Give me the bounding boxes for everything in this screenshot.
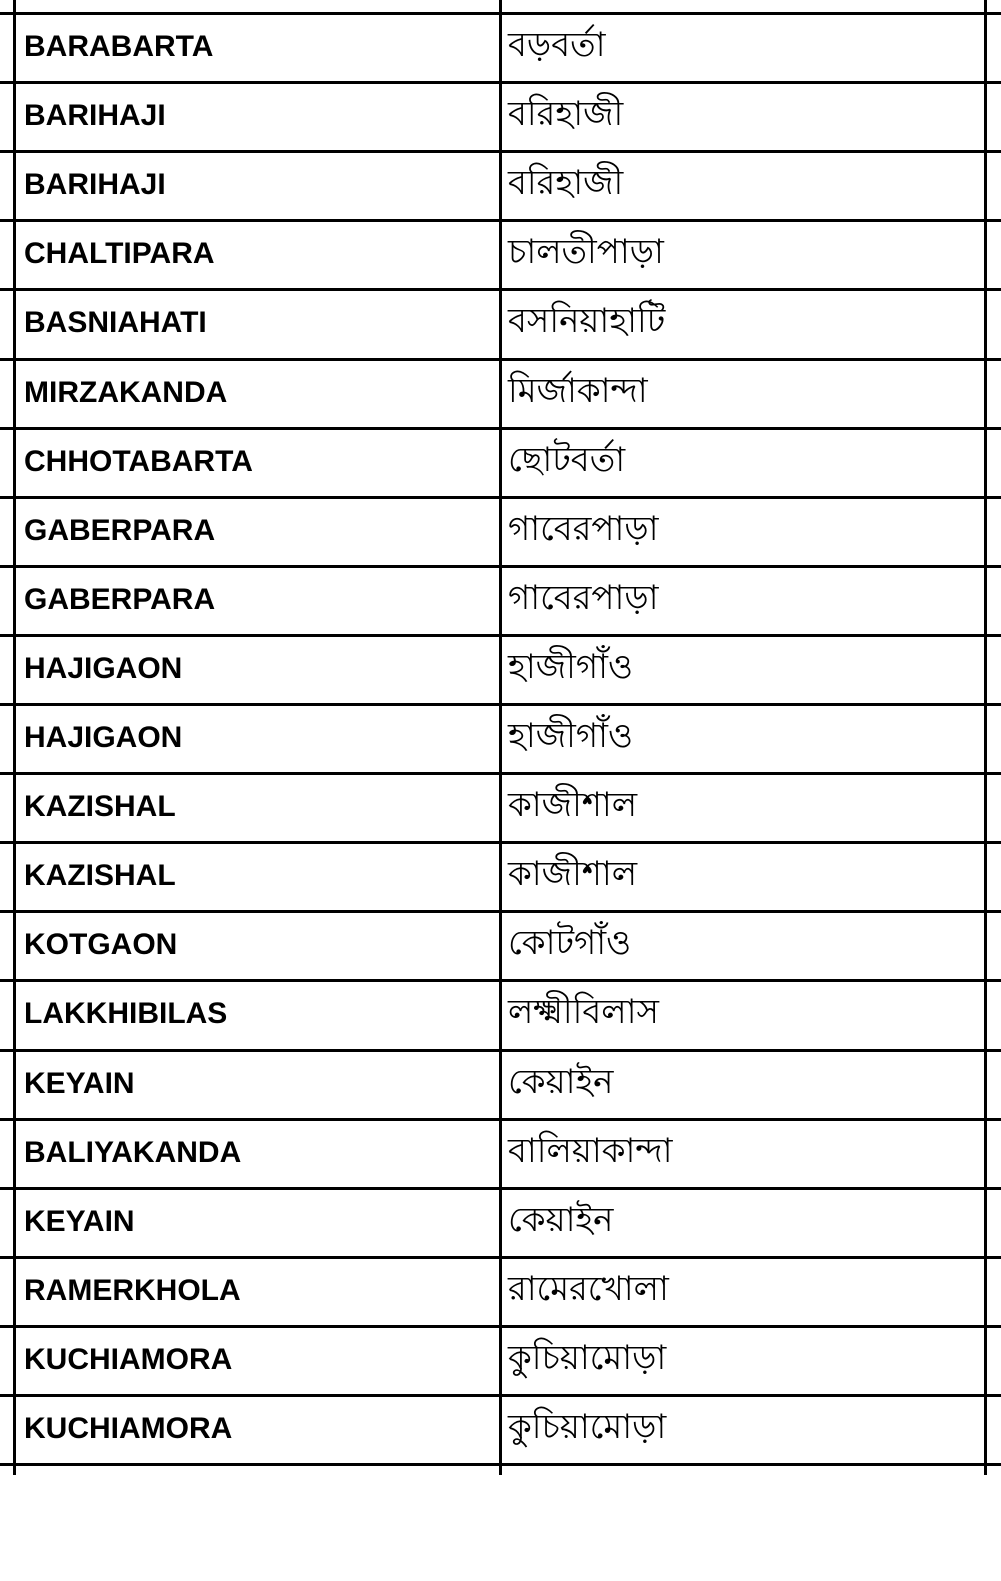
bengali-name-cell: বরিহাজী: [508, 163, 624, 203]
bengali-name-cell: কাজীশাল: [508, 785, 638, 825]
bengali-name-cell: গাবেরপাড়া: [508, 578, 659, 618]
row-rule: [0, 1049, 1001, 1052]
english-name-cell: HAJIGAON: [24, 652, 183, 685]
english-name-cell: BARIHAJI: [24, 99, 166, 132]
english-name-cell: GABERPARA: [24, 514, 216, 547]
bengali-name-cell: চালতীপাড়া: [508, 232, 664, 272]
row-rule: [0, 1463, 1001, 1466]
bengali-name-cell: ছোটবর্তা: [508, 440, 626, 480]
bengali-name-cell: লক্ষ্মীবিলাস: [508, 992, 659, 1032]
english-name-cell: BASNIAHATI: [24, 306, 207, 339]
english-name-cell: MIRZAKANDA: [24, 376, 228, 409]
english-name-cell: KAZISHAL: [24, 790, 176, 823]
english-name-cell: KUCHIAMORA: [24, 1343, 233, 1376]
english-name-cell: LAKKHIBILAS: [24, 997, 228, 1030]
english-name-cell: KUCHIAMORA: [24, 1412, 233, 1445]
english-name-cell: BALIYAKANDA: [24, 1136, 242, 1169]
english-name-cell: HAJIGAON: [24, 721, 183, 754]
bengali-name-cell: হাজীগাঁও: [508, 647, 634, 687]
bengali-name-cell: কেয়াইন: [508, 1062, 614, 1102]
english-name-cell: KEYAIN: [24, 1205, 135, 1238]
bengali-name-cell: বরিহাজী: [508, 94, 624, 134]
english-name-cell: CHHOTABARTA: [24, 445, 253, 478]
bengali-name-cell: কেয়াইন: [508, 1200, 614, 1240]
bengali-name-cell: বসনিয়াহাটি: [508, 301, 666, 341]
bengali-name-cell: বালিয়াকান্দা: [508, 1131, 673, 1171]
english-name-cell: KOTGAON: [24, 928, 178, 961]
english-name-cell: CHALTIPARA: [24, 237, 215, 270]
bengali-name-cell: মির্জাকান্দা: [508, 371, 648, 411]
bengali-name-cell: কুচিয়ামোড়া: [508, 1338, 667, 1378]
english-name-cell: BARABARTA: [24, 30, 214, 63]
bengali-name-cell: কোটগাঁও: [508, 923, 632, 963]
english-name-cell: KAZISHAL: [24, 859, 176, 892]
bengali-name-cell: বড়বর্তা: [508, 25, 606, 65]
bengali-name-cell: কাজীশাল: [508, 854, 638, 894]
row-rule: [0, 1187, 1001, 1190]
bengali-name-cell: রামেরখোলা: [508, 1269, 669, 1309]
english-name-cell: RAMERKHOLA: [24, 1274, 241, 1307]
english-name-cell: BARIHAJI: [24, 168, 166, 201]
bengali-name-cell: কুচিয়ামোড়া: [508, 1407, 667, 1447]
english-name-cell: KEYAIN: [24, 1067, 135, 1100]
bengali-name-cell: হাজীগাঁও: [508, 716, 634, 756]
bengali-name-cell: গাবেরপাড়া: [508, 509, 659, 549]
english-name-cell: GABERPARA: [24, 583, 216, 616]
